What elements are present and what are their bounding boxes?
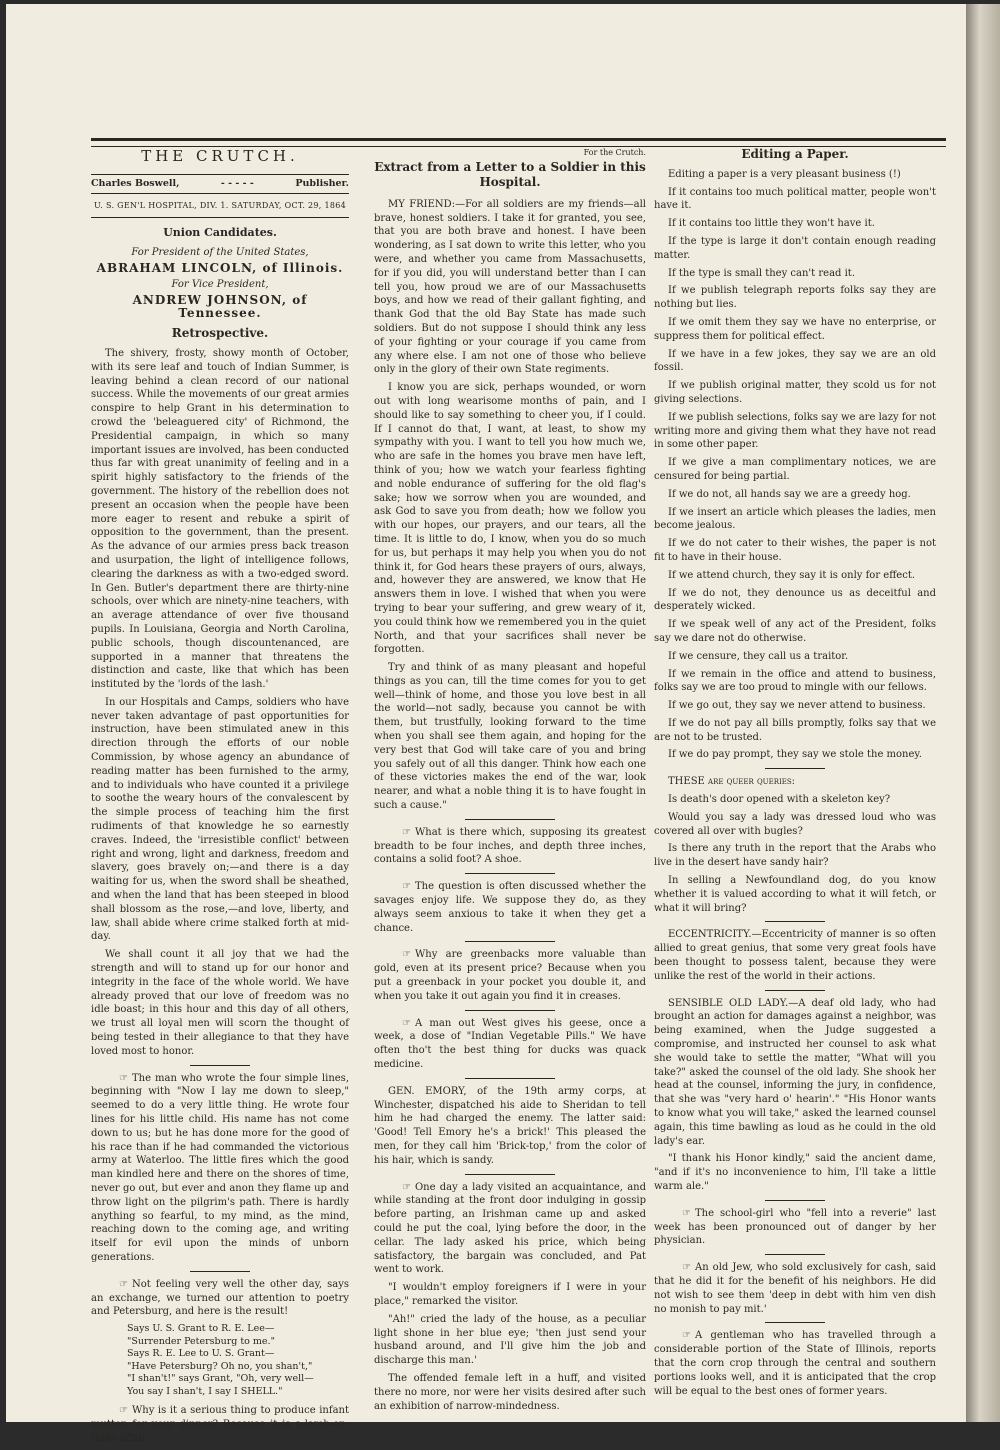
editing-line: If we do not, all hands say we are a greedy hog. (668, 488, 911, 500)
item-old-jew (654, 1261, 936, 1316)
editing-line: If we go out, they say we never attend to business. (668, 700, 926, 712)
column-right (654, 146, 936, 1402)
verse-line: "Have Petersburg? Oh no, you shan't," (127, 1360, 313, 1372)
divider (465, 941, 555, 942)
queer-query: Is there any truth in the report that the Arabs who live in the desert have sandy hair? (654, 843, 936, 869)
letter-paragraph: I know you are sick, perhaps wounded, or worn out with long wearisome months of pain, and I should like to say something to cheer you, if I could. If I cannot do that, I want, at least, to show my sympathy with you. I want to tell you how much we, who are safe in the homes you brave men have left, think of you; how we watch your fearless fighting and noble endurance of suffering for the old flag's sake; how we sorrow when you are wounded, and ask God to save you from death; how we follow you with our hopes, our prayers, and our tears, all the time. It is little to do, I know, when you do so much for us, but perhaps it may help you when you do not think it, for God hears these prayers of ours, always, and, however they are answered, we know that He answers them in love. I wished that when you were trying to bear your suffering, and grew weary of it, you could think how we remembered you in the quiet North, and that your sacrifices shall never be forgotten. (374, 382, 646, 656)
divider (765, 1254, 825, 1255)
editing-line: If we do pay prompt, they say we stole the money. (668, 749, 922, 761)
divider (465, 819, 555, 820)
vp-label: For Vice President, (171, 278, 269, 290)
editing-line: If we publish original matter, they scold us for not giving selections. (654, 380, 936, 405)
divider (465, 1174, 555, 1175)
item-lady-paragraph: "Ah!" cried the lady of the house, as a peculiar light shone in her blue eye; 'then just send your husband around, and I'll give him the job and discharge this man.' (374, 1313, 646, 1367)
divider (465, 873, 555, 874)
retrospective-paragraph: The shivery, frosty, showy month of October, with its sere leaf and touch of Indian Summer, is leaving behind a clean record of our national success. While the movements of our great armies conspire to help Grant in his determination to crowd the 'beleaguered city' of Richmond, the Presidential campaign, in which so many important issues are involved, has been conducted thus far with great unanimity of feeling and in a spirit highly satisfactory to the friends of the government. The history of the rebellion does not present an occasion when the people have been more eager to resent and rebuke a spirit of opposition to the government, than the present. As the advance of our armies press back treason and usurpation, the light of intelligence follows, clearing the darkness as with a two-edged sword. In Gen. Butler's department there are thirty-nine schools, over which are ninety-nine teachers, with an average attendance of over five thousand pupils. In Louisiana, Georgia and North Carolina, public schools, though discountenanced, are supported in a manner that threatens the distinction and caste, like that which has been instituted by the 'lords of the lash.' (91, 347, 349, 691)
letter-paragraph: MY FRIEND:—For all soldiers are my friends—all brave, honest soldiers. I take it for granted, you see, that you are both brave and honest. I have been wondering, as I sat down to write this letter, who you were, and whether you came from Massachusetts, for if you did, you will understand better than I can tell you, how proud we are of our Massachusetts boys, and how we read of their gallant fighting, and thank God that the old Bay State has made such soldiers. But do not suppose I should think any less of your fighting or your courage if you came from any where else. I am not one of those who believe only in the glory of their own State regiments. (374, 198, 646, 376)
verse-line: "Surrender Petersburg to me." (127, 1335, 275, 1347)
editing-line: If we attend church, they say it is only for effect. (668, 569, 916, 581)
item-text: Not feeling very well the other day, says an exchange, we turned our attention to poetry and Petersburg, and here is the result! (91, 1278, 349, 1318)
newspaper-page (6, 4, 976, 1444)
queer-query: Would you say a lady was dressed loud who was covered all over with bugles? (654, 811, 936, 837)
item-greenbacks (374, 948, 646, 1003)
item-text: The man who wrote the four simple lines, beginning with "Now I lay me down to sleep," seemed to do a very little thing. He wrote four lines for his little child. His name has not come down to us; but he has done more for the good of his race than if he had commanded the victorious army at Waterloo. The little fires which the good man kindled here and there on the shores of time, never go out, but ever and anon they flame up and throw light on the pilgrim's path. There is hardly anything so fearful, to my mind, as the mind, reaching down to the coming age, and writing itself for evil upon the minds of unborn generations. (91, 1072, 349, 1263)
item-text: A gentleman who has travelled through a considerable portion of the State of Illinois, reports that the corn crop through the central and southern portions looks well, and it is anticipated that the crop will be equal to the best ones of former years. (654, 1330, 936, 1397)
item-lady-paragraph: "I wouldn't employ foreigners if I were in your place," remarked the visitor. (374, 1282, 646, 1307)
pointing-hand-icon: ☞ (402, 1181, 411, 1193)
pointing-hand-icon: ☞ (682, 1262, 691, 1274)
editing-line: If we omit them they say we have no enterprise, or suppress them for political effect. (654, 316, 936, 342)
editing-line: If we remain in the office and attend to business, folks say we are too proud to mingle with our fellows. (654, 668, 936, 694)
divider (765, 768, 825, 769)
divider (765, 1322, 825, 1323)
editing-line: If it contains too little they won't have it. (668, 218, 875, 230)
item-eccentricity: ECCENTRICITY.—Eccentricity of manner is so often allied to great genius, that some very great fools have been thought to possess talent, because they were unlike the rest of the world in their actions. (654, 929, 936, 982)
item-text: An old Jew, who sold exclusively for cash, said that he did it for the benefit of his neighbors. He did not wish to see them 'deep in debt with him ven dish no monish to pay mit.' (654, 1262, 936, 1315)
item-shoe (374, 826, 646, 867)
divider (190, 1271, 250, 1272)
divider (765, 990, 825, 991)
queer-query: Is death's door opened with a skeleton key? (668, 794, 891, 806)
item-text: Why is it a serious thing to produce infant mutton for your dinner? Because it is a-lamb-on-table affair. (91, 1405, 349, 1444)
pointing-hand-icon: ☞ (682, 1207, 691, 1219)
letter-heading: Extract from a Letter to a Soldier in this Hospital. (374, 159, 646, 189)
item-text: The school-girl who "fell into a reverie" last week has been pronounced out of danger by her physician. (654, 1207, 936, 1247)
editing-heading: Editing a Paper. (741, 147, 849, 161)
pointing-hand-icon: ☞ (682, 1330, 691, 1342)
masthead: THE CRUTCH. (141, 147, 299, 165)
editing-line: Editing a paper is a very pleasant business (!) (668, 168, 901, 180)
editing-line: If we have in a few jokes, they say we are an old fossil. (654, 348, 936, 374)
publisher-name: Charles Boswell, (91, 177, 180, 189)
dateline: U. S. GEN'L HOSPITAL, DIV. 1. SATURDAY, OCT. 29, 1864 (91, 194, 349, 219)
item-illinois-crop (654, 1329, 936, 1398)
vp-name: ANDREW JOHNSON, of Tennessee. (132, 292, 308, 321)
column-left (91, 146, 349, 1450)
item-prayer-lines (91, 1072, 349, 1265)
candidates-heading: Union Candidates. (163, 226, 277, 240)
item-lady (374, 1181, 646, 1278)
retrospective-heading: Retrospective. (171, 326, 269, 341)
verse-line: You say I shan't, I say I SHELL." (127, 1385, 283, 1397)
letter-paragraph: Try and think of as many pleasant and hopeful things as you can, till the time comes for you to get well—think of home, and those you love best in all the world—not sadly, because you cannot be with them, but trustfully, looking forward to the time when you shall see them again, and hoping for the very best that God will take care of you and bring you safely out of all this danger. Think how each one of these victories makes the end of the war, look nearer, and what a noble thing it is to have fought in such a cause." (374, 662, 646, 812)
pointing-hand-icon: ☞ (402, 1017, 411, 1029)
divider (765, 1200, 825, 1201)
queer-query: In selling a Newfoundland dog, do you know whether it is valued according to what it will fetch, or what it will bring? (654, 875, 936, 914)
president-name: ABRAHAM LINCOLN, of Illinois. (96, 260, 344, 275)
column-middle (374, 146, 646, 1417)
page-edge-shadow (966, 4, 1000, 1422)
divider (765, 921, 825, 922)
item-poetry (91, 1278, 349, 1319)
pointing-hand-icon: ☞ (119, 1405, 128, 1417)
item-sensible-old-lady: SENSIBLE OLD LADY.—A deaf old lady, who had brought an action for damages against a neighbor, was being examined, when the Judge suggested a compromise, and instructed her counsel to ask what she would take to settle the matter, "What will you take?" asked the counsel of the old lady. She shook her head at the counsel, informing the jury, in confidence, that she was "very hard o' hearin'." "His Honor wants to know what you will take," asked the learned counsel again, this time bawling as loud as he could in the old lady's ear. (654, 997, 936, 1147)
editing-line: If the type is small they can't read it. (668, 267, 856, 279)
editing-line: If the type is large it don't contain enough reading matter. (654, 235, 936, 261)
editing-line: If it contains too much political matter, people won't have it. (654, 186, 936, 212)
item-sensible-old-lady-end: "I thank his Honor kindly," said the ancient dame, "and if it's no inconvenience to him, I'll take a little warm ale." (654, 1153, 936, 1192)
item-text: One day a lady visited an acquaintance, and while standing at the front door indulging in gossip before parting, an Irishman came up and asked could he put the coal, lying before the door, in the cellar. The lady asked his price, which being satisfactory, the bargain was concluded, and Pat went to work. (374, 1181, 646, 1276)
divider (465, 1010, 555, 1011)
pointing-hand-icon: ☞ (402, 826, 411, 838)
item-schoolgirl (654, 1207, 936, 1248)
item-text: The question is often discussed whether the savages enjoy life. We suppose they do, as they always seem anxious to take it when they get a chance. (374, 881, 646, 934)
publisher-line (91, 174, 349, 194)
pointing-hand-icon: ☞ (119, 1072, 128, 1084)
item-geese (374, 1017, 646, 1072)
divider (465, 1078, 555, 1079)
editing-line: If we do not pay all bills promptly, folks say that we are not to be trusted. (654, 717, 936, 743)
verse-line: "I shan't!" says Grant, "Oh, very well— (127, 1373, 314, 1385)
editing-line: If we publish telegraph reports folks say they are nothing but lies. (654, 285, 936, 311)
editing-line: If we censure, they call us a traitor. (668, 650, 849, 662)
item-text: What is there which, supposing its greatest breadth to be four inches, and depth three inches, contains a solid foot? A shoe. (374, 826, 646, 866)
divider (190, 1065, 250, 1066)
retrospective-paragraph: In our Hospitals and Camps, soldiers who have never taken advantage of past opportunities for instruction, have been stimulated anew in this direction through the efforts of our noble Commission, by whose agency an abundance of reading matter has been furnished to the army, and to individuals who have counted it a privilege to soothe the weary hours of the convalescent by the simple process of teaching him the first rudiments of that knowledge he so earnestly craves. Indeed, the 'irresistible conflict' between right and wrong, light and darkness, freedom and slavery, goes bravely on;—and there is a day waiting for us, when the sword shall be sheathed, and when the land that has been steeped in blood shall blossom as the rose,—and love, liberty, and law, shall abide where crime stalked forth at mid-day. (91, 696, 349, 943)
editing-line: If we do not cater to their wishes, the paper is not fit to have in their house. (654, 538, 936, 563)
editing-line: If we do not, they denounce us as deceitful and desperately wicked. (654, 587, 936, 613)
item-savages (374, 880, 646, 935)
editing-line: If we give a man complimentary notices, we are censured for being partial. (654, 457, 936, 482)
editing-line: If we insert an article which pleases the ladies, men become jealous. (654, 506, 936, 532)
item-mutton (91, 1404, 349, 1445)
retrospective-paragraph: We shall count it all joy that we had the strength and will to stand up for our honor and integrity in the face of the whole world. We have already proved that our love of freedom was no idle boast; in this hour and this day of all others, we trust all loyal men will scorn the thought of being tested in their allegiance to that they have loved most to honor. (91, 949, 349, 1057)
item-text: A man out West gives his geese, once a week, a dose of "Indian Vegetable Pills." We have often tho't the best thing for ducks was quack medicine. (374, 1017, 646, 1071)
verse-line: Says U. S. Grant to R. E. Lee— (127, 1323, 275, 1335)
item-emory: GEN. EMORY, of the 19th army corps, at Winchester, dispatched his aide to Sheridan to tell him he had charged the enemy. The latter said: 'Good! Tell Emory he's a brick!' This pleased the men, for they call him 'Brick-top,' from the color of his hair, which is sandy. (374, 1085, 646, 1166)
verse-line: Says R. E. Lee to U. S. Grant— (127, 1348, 275, 1360)
queer-queries-intro: THESE are queer queries: (668, 776, 795, 788)
pointing-hand-icon: ☞ (402, 949, 411, 961)
pointing-hand-icon: ☞ (119, 1278, 128, 1290)
for-the-crutch: For the Crutch. (583, 148, 646, 157)
pointing-hand-icon: ☞ (402, 881, 411, 893)
item-lady-paragraph: The offended female left in a huff, and visited there no more, nor were her visits desired after such an exhibition of narrow-mindedness. (374, 1372, 646, 1412)
editing-line: If we publish selections, folks say we are lazy for not writing more and giving them what they have not read in some other paper. (654, 411, 936, 451)
publisher-dashes: - - - - - (220, 177, 254, 189)
publisher-label: Publisher. (295, 177, 349, 189)
verse (127, 1323, 349, 1398)
president-label: For President of the United States, (131, 247, 309, 259)
editing-line: If we speak well of any act of the President, folks say we dare not do otherwise. (654, 619, 936, 644)
item-text: Why are greenbacks more valuable than gold, even at its present price? Because when you put a greenback in your pocket you double it, and when you take it out again you find it in creases. (374, 949, 646, 1002)
